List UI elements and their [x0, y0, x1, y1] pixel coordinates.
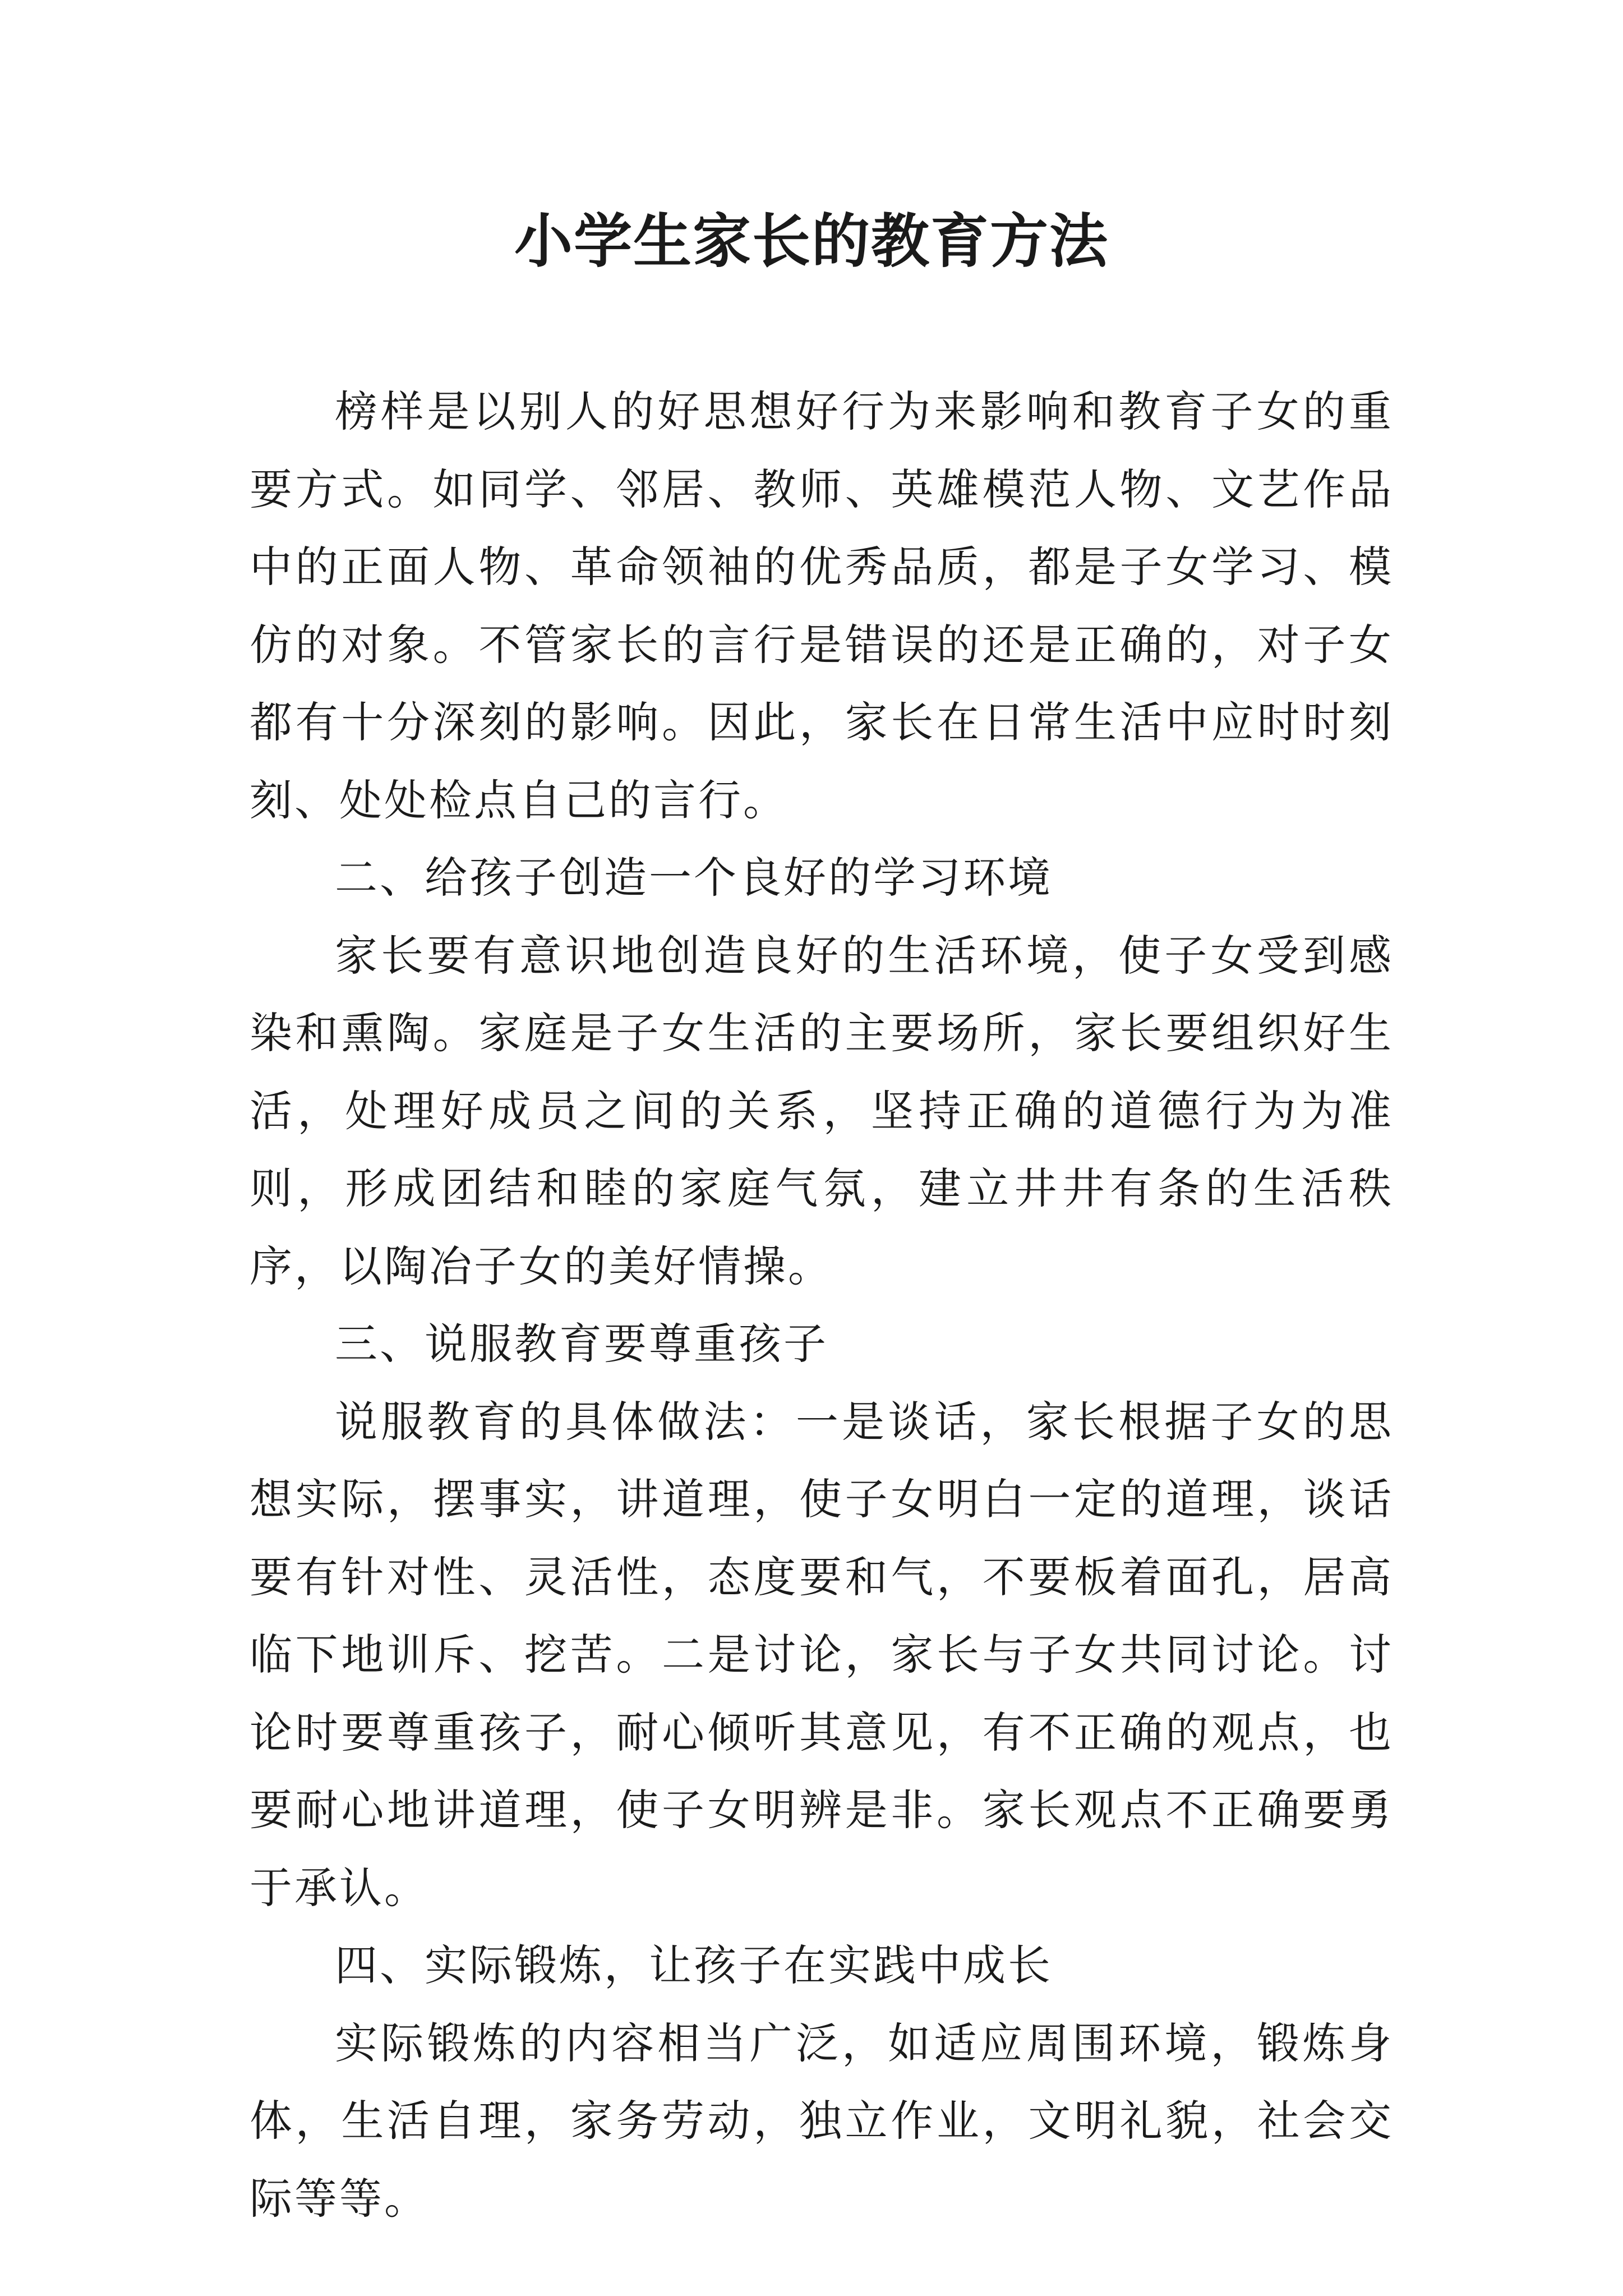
paragraph-environment: 家长要有意识地创造良好的生活环境，使子女受到感染和熏陶。家庭是子女生活的主要场所，家长要组织好生活，处理好成员之间的关系，坚持正确的道德行为为准则，形成团结和睦的家庭气氛，建立井井有条的生活秩序，以陶冶子女的美好情操。 — [250, 930, 1394, 1291]
paragraph-role-models: 榜样是以别人的好思想好行为来影响和教育子女的重要方式。如同学、邻居、教师、英雄模范人物、文艺作品中的正面人物、革命领袖的优秀品质，都是子女学习、模仿的对象。不管家长的言行是错误的还是正确的，对子女都有十分深刻的影响。因此，家长在日常生活中应时时刻刻、处处检点自己的言行。 — [250, 386, 1394, 825]
section-heading-2: 二、给孩子创造一个良好的学习环境 — [335, 853, 1053, 903]
paragraph-persuasion: 说服教育的具体做法：一是谈话，家长根据子女的思想实际，摆事实，讲道理，使子女明白一定的道理，谈话要有针对性、灵活性，态度要和气，不要板着面孔，居高临下地训斥、挖苦。二是讨论，家长与子女共同讨论。讨论时要尊重孩子，耐心倾听其意见，有不正确的观点，也要耐心地讲道理，使子女明辨是非。家长观点不正确要勇于承认。 — [250, 1396, 1394, 1913]
document-body — [250, 373, 1394, 2238]
section-heading-4: 四、实际锻炼，让孩子在实践中成长 — [335, 1940, 1053, 1990]
paragraph-practice: 实际锻炼的内容相当广泛，如适应周围环境，锻炼身体，生活自理，家务劳动，独立作业，文明礼貌，社会交际等等。 — [250, 2018, 1394, 2224]
document-title: 小学生家长的教育方法 — [514, 206, 1109, 275]
section-heading-3: 三、说服教育要尊重孩子 — [335, 1319, 828, 1369]
